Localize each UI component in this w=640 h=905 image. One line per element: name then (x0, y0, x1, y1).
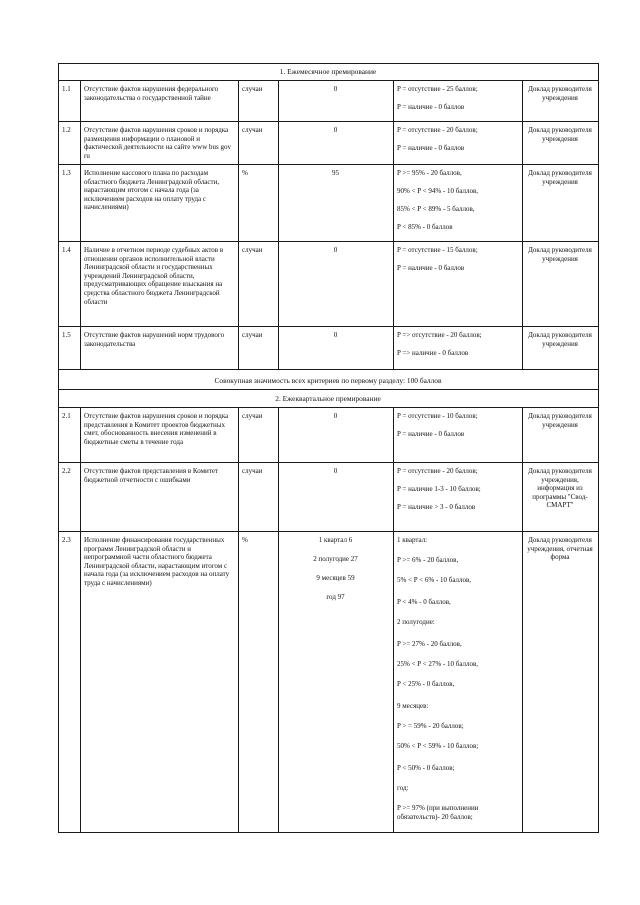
section-title: 2. Ежеквартальное премирование (275, 394, 381, 403)
row-number: 2.3 (62, 536, 71, 544)
rule (393, 80, 394, 121)
rule (393, 462, 394, 531)
unit-text: случаи (242, 246, 263, 254)
source-text: Доклад руководителя учреждения (528, 169, 592, 186)
source-text: Доклад руководителя учреждения (528, 85, 592, 102)
rule (58, 389, 599, 390)
unit-text: случаи (242, 126, 263, 134)
row-number: 2.1 (62, 412, 71, 420)
rule (58, 164, 599, 165)
scoring-line: P => отсутствие - 20 баллов; (397, 331, 482, 339)
rule (393, 531, 394, 832)
target-value: 9 месяцев 59 (316, 574, 355, 582)
target-value: 0 (333, 331, 338, 339)
rule (393, 241, 394, 326)
scoring-line: 90% < P < 94% - 10 баллов, (397, 187, 479, 195)
scoring-line: P => наличие - 0 баллов (397, 349, 469, 357)
rule (58, 832, 599, 833)
rule (598, 63, 599, 833)
rule (278, 326, 279, 369)
row-number: 1.5 (62, 331, 71, 339)
target-value: 1 квартал 6 (318, 536, 353, 544)
section-total: Совокупная значимость всех критериев по первому разделу: 100 баллов (214, 376, 442, 385)
criterion-text: Отсутствие фактов нарушения федерального законодательства о государственной тайне (84, 85, 219, 102)
scoring-line: P >= 97% (при выполнении обязательств)- 20 баллов; (397, 804, 479, 821)
rule (58, 121, 599, 122)
rule (522, 164, 523, 241)
rule (80, 326, 81, 369)
criterion-text: Исполнение финансирования государственных программ Ленинградской области и непрограммной части областного бюджета Ленинградской области, нарастающим итогом с начала года (за исключением расходов на оплату труда с начислениями) (84, 536, 230, 587)
rule (238, 462, 239, 531)
unit-text: % (242, 169, 248, 177)
scoring-line: P = наличие - 0 баллов (397, 103, 465, 111)
scoring-line: 85% < P < 89% - 5 баллов, (397, 205, 475, 213)
rule (58, 369, 599, 370)
rule (238, 80, 239, 121)
target-value: 0 (333, 246, 338, 254)
row-number: 1.2 (62, 126, 71, 134)
scoring-line: 1 квартал: (397, 536, 428, 544)
scoring-line: P > = 59% - 20 баллов; (397, 722, 464, 730)
rule (278, 80, 279, 121)
target-value: год 97 (326, 593, 345, 601)
scoring-line: P >= 27% - 20 баллов, (397, 640, 462, 648)
rule (393, 407, 394, 462)
rule (58, 326, 599, 327)
target-value: 0 (333, 126, 338, 134)
unit-text: случаи (242, 85, 263, 93)
source-text: Доклад руководителя учреждения (528, 331, 592, 348)
unit-text: случаи (242, 467, 263, 475)
scoring-line: год: (397, 784, 409, 792)
rule (58, 462, 599, 463)
source-text: Доклад руководителя учреждения, информация из программы "Свод-СМАРТ" (528, 467, 592, 510)
unit-text: случаи (242, 412, 263, 420)
rule (80, 80, 81, 121)
row-number: 2.2 (62, 467, 71, 475)
rule (58, 407, 599, 408)
criterion-text: Отсутствие фактов нарушения сроков и порядка размещения информации о плановой и фактической деятельности на сайте www bus gov ru (84, 126, 231, 160)
target-value: 0 (333, 85, 338, 93)
scoring-line: P = наличие - 0 баллов (397, 144, 465, 152)
rule (522, 121, 523, 164)
source-text: Доклад руководителя учреждения (528, 412, 592, 429)
rule (80, 164, 81, 241)
rule (393, 121, 394, 164)
scoring-line: P = отсутствие - 20 баллов; (397, 126, 478, 134)
scoring-line: P = наличие - 0 баллов (397, 264, 465, 272)
rule (238, 531, 239, 832)
rule (278, 164, 279, 241)
target-value: 0 (333, 467, 338, 475)
criterion-text: Наличие в отчетном периоде судебных актов в отношении органов исполнительной власти Ленинградской области и государственных учреждений Ленинградской области, предусматривающих обращение взыскания на средства областного бюджета Ленинградской области (84, 246, 224, 306)
rule (522, 462, 523, 531)
scoring-line: 2 полугодие: (397, 618, 435, 626)
rule (58, 63, 599, 64)
rule (80, 121, 81, 164)
section-title: 1. Ежемесячное премирование (279, 67, 377, 76)
rule (522, 326, 523, 369)
criterion-text: Отсутствие фактов представления в Комитет бюджетной отчетности с ошибками (84, 467, 219, 484)
rule (58, 531, 599, 532)
rule (58, 63, 59, 833)
scoring-line: P = отсутствие - 15 баллов; (397, 246, 478, 254)
scoring-line: P < 50% - 0 баллов; (397, 764, 455, 772)
scoring-line: 9 месяцев: (397, 702, 429, 710)
target-value: 0 (333, 412, 338, 420)
rule (80, 241, 81, 326)
scoring-line: P = отсутствие - 20 баллов; (397, 467, 478, 475)
scoring-line: P = наличие - 0 баллов (397, 430, 465, 438)
row-number: 1.4 (62, 246, 71, 254)
source-text: Доклад руководителя учреждения, отчетная форма (527, 536, 593, 562)
unit-text: % (242, 536, 248, 544)
criterion-text: Исполнение кассового плана по расходам областного бюджета Ленинградской области, нарастающим итогом с начала года (за исключением расходов на оплату труда с начислениями) (84, 169, 220, 212)
row-number: 1.1 (62, 85, 71, 93)
scoring-line: P = отсутствие - 10 баллов; (397, 412, 478, 420)
rule (238, 121, 239, 164)
scoring-line: P = наличие 1-3 - 10 баллов; (397, 485, 481, 493)
criterion-text: Отсутствие фактов нарушения сроков и порядка представления в Комитет проектов бюджетных смет, обоснованность внесения изменений в бюджетные сметы в течение года (84, 412, 229, 446)
rule (58, 80, 599, 81)
source-text: Доклад руководителя учреждения (528, 246, 592, 263)
criterion-text: Отсутствие фактов нарушений норм трудового законодательства (84, 331, 225, 348)
rule (238, 164, 239, 241)
rule (522, 407, 523, 462)
rule (58, 241, 599, 242)
rule (522, 531, 523, 832)
scoring-line: P = наличие > 3 - 0 баллов (397, 503, 476, 511)
scoring-line: 5% < P < 6% - 10 баллов, (397, 576, 472, 584)
source-text: Доклад руководителя учреждения (528, 126, 592, 143)
scoring-line: P < 4% - 0 баллов, (397, 598, 451, 606)
row-number: 1.3 (62, 169, 71, 177)
scoring-line: 50% < P < 59% - 10 баллов; (397, 742, 479, 750)
scoring-line: P < 25% - 0 баллов, (397, 680, 455, 688)
rule (522, 80, 523, 121)
rule (278, 462, 279, 531)
rule (80, 462, 81, 531)
target-value: 2 полугодие 27 (313, 555, 358, 563)
rule (238, 407, 239, 462)
scoring-line: P >= 95% - 20 баллов, (397, 169, 462, 177)
rule (393, 164, 394, 241)
scoring-line: P < 85% - 0 баллов (397, 223, 453, 231)
rule (80, 407, 81, 462)
rule (278, 241, 279, 326)
rule (238, 326, 239, 369)
unit-text: случаи (242, 331, 263, 339)
rule (278, 531, 279, 832)
rule (238, 241, 239, 326)
scoring-line: P >= 6% - 20 баллов, (397, 556, 459, 564)
scoring-line: 25% < P < 27% - 10 баллов, (397, 660, 479, 668)
rule (393, 326, 394, 369)
rule (80, 531, 81, 832)
rule (278, 407, 279, 462)
rule (522, 241, 523, 326)
target-value: 95 (332, 169, 339, 177)
scoring-line: P = отсутствие - 25 баллов; (397, 85, 478, 93)
rule (278, 121, 279, 164)
